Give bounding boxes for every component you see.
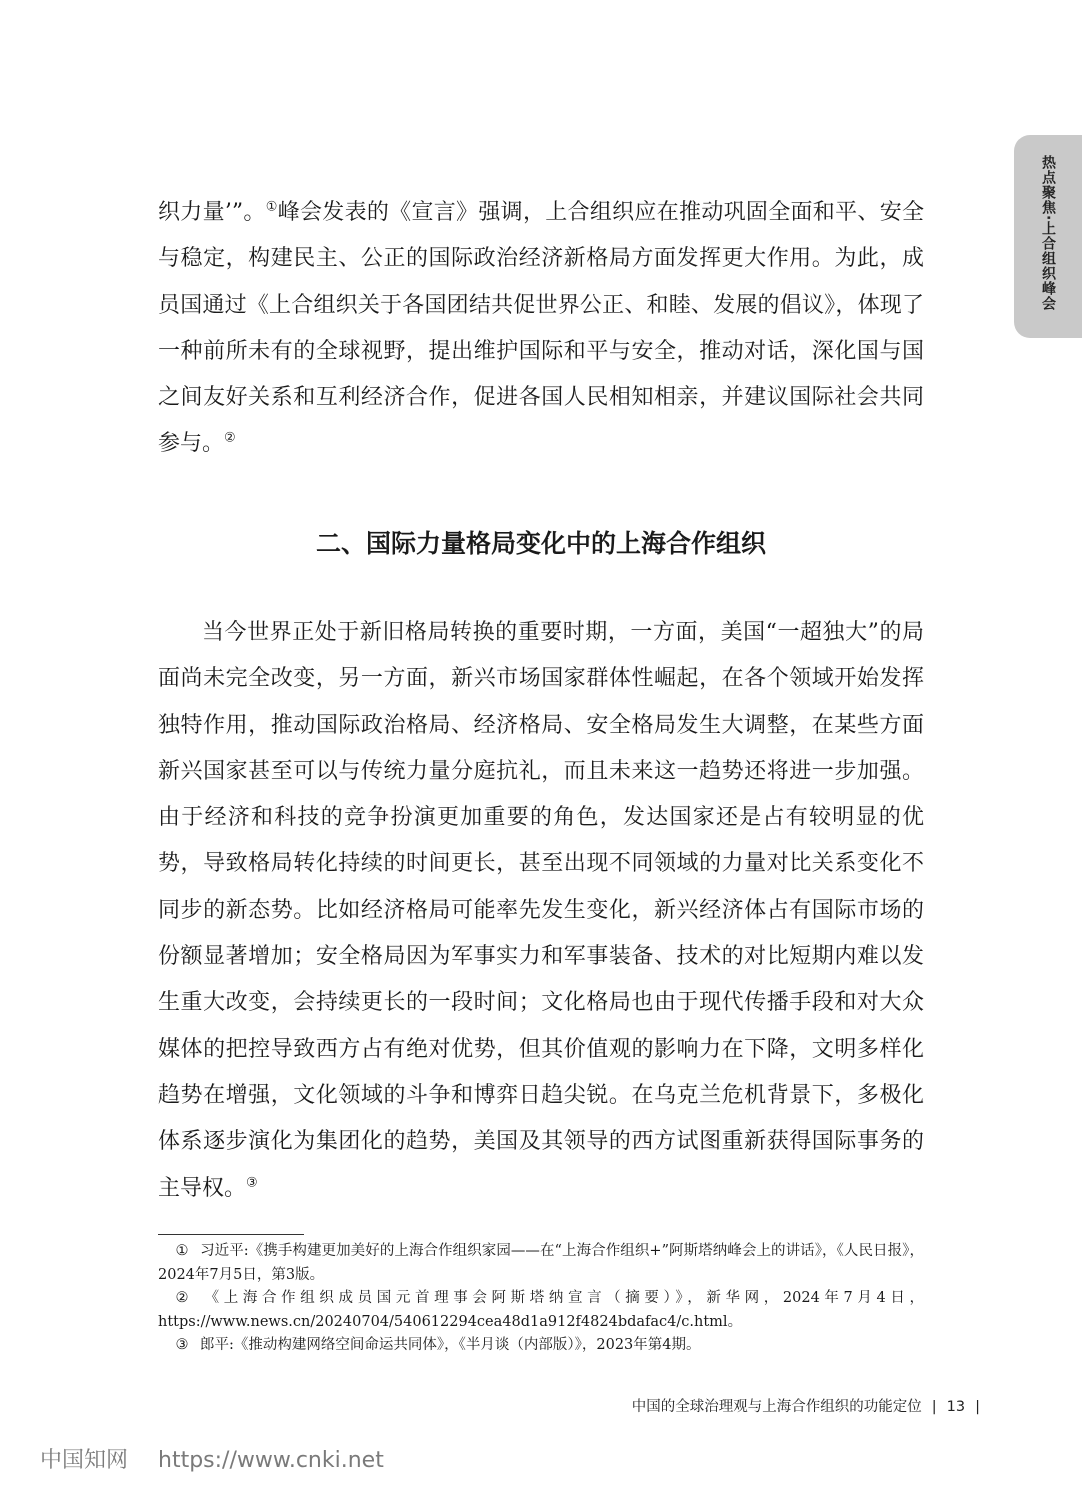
paragraph-body — [158, 610, 924, 1212]
para1-text-b: 峰会发表的《宣言》强调，上合组织应在推动巩固全面和平、安全与稳定，构建民主、公正的国际政治经济新格局方面发挥更大作用。为此，成员国通过《上合组织关于各国团结共促世界公正、和睦、发展的倡议》，体现了一种前所未有的全球视野，提出维护国际和平与安全，推动对话，深化国与国之间友好关系和互利经济合作，促进各国人民相知相亲，并建议国际社会共同参与。 — [158, 200, 924, 457]
section-side-tab — [1014, 135, 1082, 338]
footnote-1 — [158, 1240, 924, 1287]
footnote-2 — [158, 1287, 924, 1334]
watermark — [40, 1443, 384, 1474]
para1-text-a: 织力量’”。 — [158, 200, 266, 225]
footnote-3 — [158, 1334, 924, 1358]
running-title: 中国的全球治理观与上海合作组织的功能定位 — [631, 1399, 922, 1415]
para2-text: 当今世界正处于新旧格局转换的重要时期，一方面，美国“一超独大”的局面尚未完全改变，另一方面，新兴市场国家群体性崛起，在各个领域开始发挥独特作用，推动国际政治格局、经济格局、安全格局发生大调整，在某些方面新兴国家甚至可以与传统力量分庭抗礼，而且未来这一趋势还将进一步加强。由于经济和科技的竞争扮演更加重要的角色，发达国家还是占有较明显的优势，导致格局转化持续的时间更长，甚至出现不同领域的力量对比关系变化不同步的新态势。比如经济格局可能率先发生变化，新兴经济体占有国际市场的份额显著增加；安全格局因为军事实力和军事装备、技术的对比短期内难以发生重大改变，会持续更长的一段时间；文化格局也由于现代传播手段和对大众媒体的把控导致西方占有绝对优势，但其价值观的影响力在下降，文明多样化趋势在增强，文化领域的斗争和博弈日趋尖锐。在乌克兰危机背景下，多极化体系逐步演化为集团化的趋势，美国及其领导的西方试图重新获得国际事务的主导权。 — [158, 620, 924, 1201]
footnote-divider — [158, 1234, 304, 1235]
footnote-ref-2[interactable]: ② — [224, 431, 236, 447]
footnotes — [158, 1240, 924, 1358]
footnote-number: ① — [175, 1243, 189, 1259]
watermark-brand: 中国知网 — [40, 1448, 129, 1473]
footnote-ref-1[interactable]: ① — [265, 199, 278, 215]
footnote-text: 郎平:《推动构建网络空间命运共同体》，《半月谈（内部版）》，2023年第4期。 — [200, 1337, 701, 1353]
footer-separator: | — [931, 1399, 937, 1415]
page-footer — [632, 1395, 990, 1416]
footnote-ref-3[interactable]: ③ — [246, 1175, 258, 1191]
footer-separator: | — [975, 1399, 980, 1415]
footnote-number: ② — [175, 1290, 189, 1306]
section-heading: 二、国际力量格局变化中的上海合作组织 — [315, 529, 766, 558]
footnote-text: 《上海合作组织成员国元首理事会阿斯塔纳宣言（摘要）》，新华网，2024年7月4日，https://www.news.cn/20240704/540612294cea48d1a912f4824bdafac4/c.html。 — [158, 1290, 924, 1330]
footnote-text: 习近平:《携手构建更加美好的上海合作组织家园——在“上海合作组织+”阿斯塔纳峰会上的讲话》，《人民日报》，2024年7月5日，第3版。 — [158, 1243, 924, 1283]
side-tab-label: 热点聚焦·上合组织峰会 — [1040, 155, 1056, 312]
watermark-url[interactable]: https://www.cnki.net — [158, 1448, 384, 1473]
paragraph-continued — [158, 190, 924, 468]
page-number: 13 — [946, 1399, 966, 1415]
footnote-number: ③ — [175, 1337, 189, 1353]
